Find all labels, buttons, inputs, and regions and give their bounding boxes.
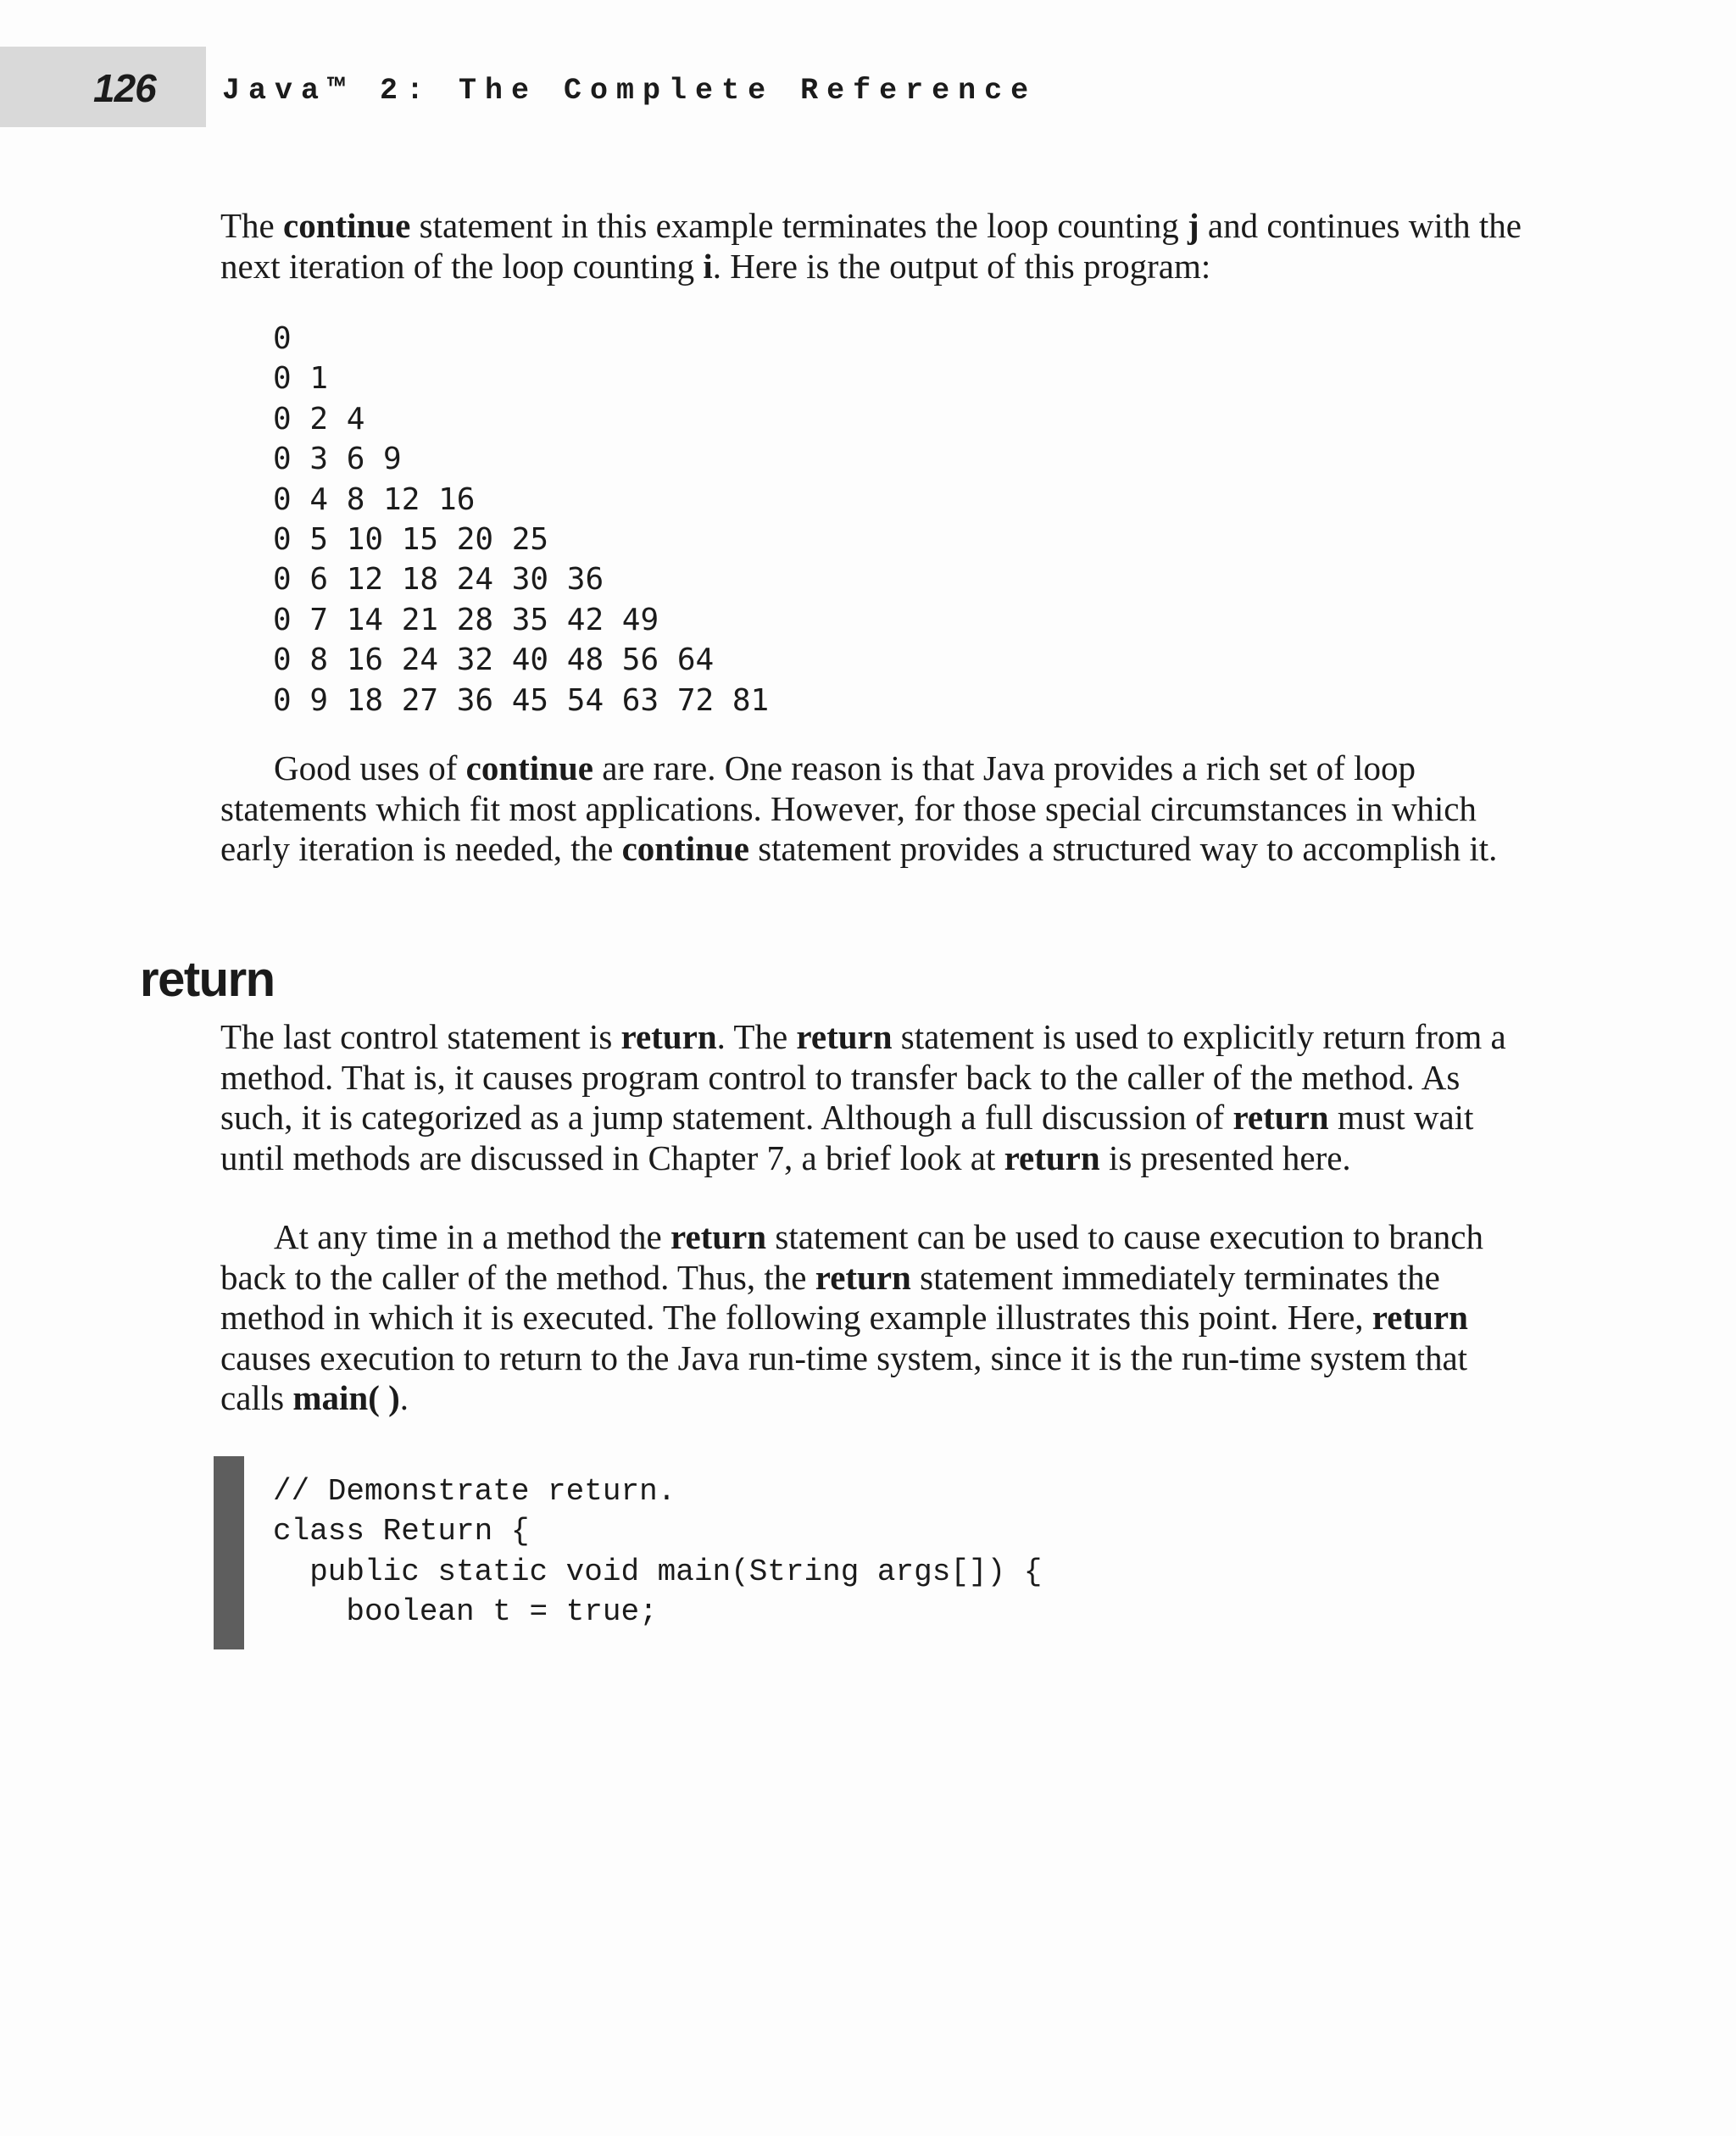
return-detail-paragraph — [220, 1217, 1526, 1419]
text-run: . The — [716, 1017, 797, 1056]
program-output — [273, 319, 769, 720]
output-line: 0 5 10 15 20 25 — [273, 521, 549, 557]
keyword-return: return — [796, 1017, 893, 1056]
keyword-continue: continue — [465, 748, 593, 787]
keyword-return: return — [670, 1217, 767, 1256]
text-run: and continues with the next iteration of the loop counting — [220, 206, 1522, 286]
text-run: The last control statement is — [220, 1017, 621, 1056]
output-line: 0 1 — [273, 361, 329, 397]
text-run: At any time in a method the — [274, 1217, 670, 1256]
output-line: 0 — [273, 321, 292, 356]
text-run: . — [399, 1378, 409, 1417]
text-run: are rare. One reason is that Java provides a rich set of loop statements which fit most applications. However, for those special circumstances in which early iteration is needed, the — [220, 748, 1477, 868]
text-run: statement is used to explicitly return from a method. That is, it causes program control to transfer back to the caller of the method. As such, it is categorized as a jump statement. Although a full discussion of — [220, 1017, 1506, 1137]
page-number: 126 — [93, 66, 156, 110]
variable-i: i — [703, 246, 713, 286]
running-head-title: Java™ 2: The Complete Reference — [222, 74, 1038, 108]
text-run: statement provides a structured way to accomplish it. — [748, 829, 1498, 868]
text-run: statement in this example terminates the loop counting — [410, 206, 1188, 245]
method-main: main( ) — [292, 1378, 400, 1417]
intro-paragraph — [220, 206, 1526, 286]
text-run: is presented here. — [1099, 1138, 1351, 1177]
section-heading: return — [140, 952, 275, 1007]
output-line: 0 7 14 21 28 35 42 49 — [273, 602, 659, 637]
output-line: 0 8 16 24 32 40 48 56 64 — [273, 642, 715, 678]
output-line: 0 6 12 18 24 30 36 — [273, 562, 604, 598]
code-line: // Demonstrate return. — [273, 1474, 676, 1509]
code-listing-bar — [214, 1456, 244, 1649]
output-line: 0 9 18 27 36 45 54 63 72 81 — [273, 682, 770, 718]
text-run: must wait until methods are discussed in Chapter 7, a brief look at — [220, 1098, 1474, 1177]
text-run: statement immediately terminates the method in which it is executed. The following example illustrates this point. Here, — [220, 1257, 1440, 1337]
keyword-return: return — [620, 1017, 717, 1056]
keyword-continue: continue — [621, 829, 749, 868]
text-run: The — [220, 206, 283, 245]
output-line: 0 4 8 12 16 — [273, 481, 476, 517]
variable-j: j — [1187, 206, 1199, 245]
code-listing — [273, 1471, 1042, 1632]
keyword-continue: continue — [283, 206, 411, 245]
text-run: . Here is the output of this program: — [712, 246, 1211, 286]
return-intro-paragraph — [220, 1017, 1526, 1178]
text-run: Good uses of — [274, 748, 466, 787]
keyword-return: return — [1372, 1298, 1468, 1337]
keyword-return: return — [815, 1257, 911, 1297]
code-line: boolean t = true; — [273, 1594, 658, 1629]
good-uses-paragraph — [220, 748, 1526, 870]
code-line: class Return { — [273, 1514, 530, 1549]
text-run: statement can be used to cause execution to branch back to the caller of the method. Thus, the — [220, 1217, 1483, 1297]
keyword-return: return — [1232, 1098, 1329, 1137]
code-line: public static void main(String args[]) { — [273, 1554, 1043, 1589]
text-run: causes execution to return to the Java run-time system, since it is the run-time system that calls — [220, 1338, 1468, 1417]
keyword-return: return — [1004, 1138, 1100, 1177]
output-line: 0 2 4 — [273, 401, 365, 437]
output-line: 0 3 6 9 — [273, 442, 402, 477]
